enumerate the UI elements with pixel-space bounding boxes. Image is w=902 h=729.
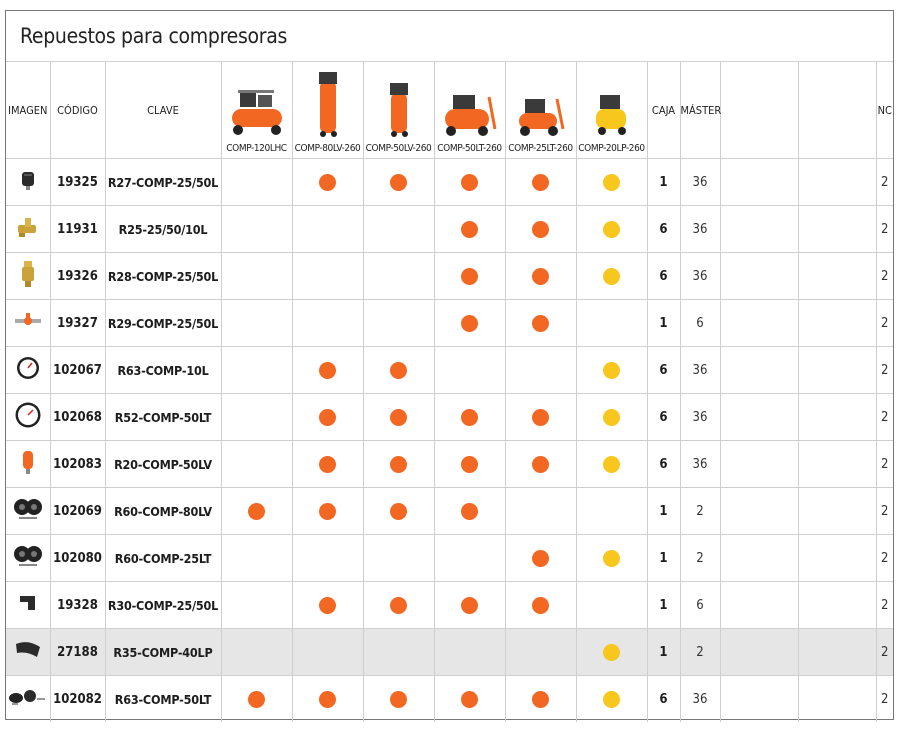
orange-dot-icon [461,456,478,473]
header-master: MÁSTER [680,62,720,159]
empty-cell-2 [798,535,876,582]
wheels-icon [6,543,50,573]
table-row [6,253,893,300]
header-model-4 [434,62,505,159]
orange-dot-icon [532,409,549,426]
empty-cell-1 [720,629,798,676]
empty-cell-2 [798,206,876,253]
pressure-gauge-large-icon [6,401,50,433]
clave-cell: R25-25/50/10L [105,206,221,253]
compat-cell-4 [434,535,505,582]
compat-cell-3 [363,488,434,535]
compat-cell-3 [363,629,434,676]
orange-dot-icon [461,409,478,426]
orange-dot-icon [532,456,549,473]
compat-cell-4 [434,300,505,347]
master-cell: 6 [680,582,720,629]
compat-cell-4 [434,253,505,300]
codigo-cell: 102067 [50,347,105,394]
compat-cell-6 [576,206,647,253]
row-image-cell [6,535,50,582]
orange-dot-icon [461,221,478,238]
master-cell: 36 [680,253,720,300]
orange-dot-icon [248,691,265,708]
master-cell: 2 [680,629,720,676]
header-nc: NC [876,62,893,159]
compat-cell-3 [363,441,434,488]
clave-cell: R60-COMP-80LV [105,488,221,535]
nc-cell: 2 [876,300,893,347]
yellow-compressor-icon [590,91,634,137]
compat-cell-1 [221,676,292,723]
nc-cell: 2 [876,676,893,723]
model-label: COMP-25LT-260 [508,143,573,154]
table-row [6,159,893,206]
row-image-cell [6,488,50,535]
nc-cell: 2 [876,488,893,535]
compat-cell-1 [221,629,292,676]
compat-cell-5 [505,629,576,676]
compat-cell-4 [434,582,505,629]
compat-cell-2 [292,206,363,253]
orange-dot-icon [532,174,549,191]
compat-cell-5 [505,206,576,253]
clave-cell: R28-COMP-25/50L [105,253,221,300]
table-row [6,629,893,676]
nc-cell: 2 [876,206,893,253]
master-cell: 36 [680,206,720,253]
handle-grip-icon [6,639,50,665]
master-cell: 36 [680,159,720,206]
orange-dot-icon [390,174,407,191]
orange-dot-icon [461,174,478,191]
master-cell: 36 [680,394,720,441]
compat-cell-6 [576,441,647,488]
row-image-cell [6,582,50,629]
orange-dot-icon [319,409,336,426]
empty-cell-1 [720,441,798,488]
compat-cell-3 [363,676,434,723]
header-model-6 [576,62,647,159]
table-row [6,676,893,723]
title-bar [6,11,893,62]
wheeled-compressor-icon [513,93,569,137]
orange-dot-icon [532,691,549,708]
orange-dot-icon [532,550,549,567]
codigo-cell: 102069 [50,488,105,535]
codigo-cell: 11931 [50,206,105,253]
drain-valve-icon [6,312,50,334]
orange-dot-icon [461,597,478,614]
compat-cell-4 [434,394,505,441]
compat-cell-6 [576,347,647,394]
empty-cell-2 [798,347,876,394]
yellow-dot-icon [603,456,620,473]
empty-cell-2 [798,159,876,206]
rubber-feet-icon [6,686,50,712]
compat-cell-4 [434,347,505,394]
codigo-cell: 27188 [50,629,105,676]
parts-table-frame [5,10,894,720]
compat-cell-1 [221,441,292,488]
codigo-cell: 102082 [50,676,105,723]
header-model-5 [505,62,576,159]
yellow-dot-icon [603,174,620,191]
compat-cell-5 [505,394,576,441]
empty-cell-1 [720,253,798,300]
clave-cell: R52-COMP-50LT [105,394,221,441]
vertical-compressor-icon [384,81,414,137]
compat-cell-1 [221,159,292,206]
table-row [6,206,893,253]
compat-cell-6 [576,300,647,347]
compat-cell-2 [292,629,363,676]
orange-dot-icon [461,691,478,708]
table-row [6,535,893,582]
empty-cell-1 [720,300,798,347]
empty-cell-2 [798,253,876,300]
compat-cell-4 [434,441,505,488]
clave-cell: R63-COMP-50LT [105,676,221,723]
compat-cell-5 [505,300,576,347]
orange-dot-icon [319,691,336,708]
compat-cell-6 [576,582,647,629]
header-row [6,62,893,159]
caja-cell: 1 [647,582,680,629]
codigo-cell: 19326 [50,253,105,300]
row-image-cell [6,159,50,206]
yellow-dot-icon [603,691,620,708]
orange-dot-icon [532,221,549,238]
empty-cell-1 [720,535,798,582]
caja-cell: 6 [647,206,680,253]
compat-cell-3 [363,582,434,629]
wheels-icon [6,496,50,526]
compat-cell-3 [363,253,434,300]
nc-cell: 2 [876,159,893,206]
master-cell: 36 [680,347,720,394]
empty-cell-1 [720,582,798,629]
compat-cell-3 [363,159,434,206]
orange-dot-icon [319,362,336,379]
header-clave: CLAVE [105,62,221,159]
compat-cell-4 [434,488,505,535]
caja-cell: 6 [647,253,680,300]
compat-cell-2 [292,676,363,723]
header-imagen: IMAGEN [6,62,50,159]
compat-cell-3 [363,206,434,253]
nc-cell: 2 [876,535,893,582]
compat-cell-5 [505,535,576,582]
compat-cell-4 [434,206,505,253]
caja-cell: 1 [647,629,680,676]
caja-cell: 1 [647,535,680,582]
orange-dot-icon [532,268,549,285]
compat-cell-2 [292,347,363,394]
codigo-cell: 102080 [50,535,105,582]
clave-cell: R20-COMP-50LV [105,441,221,488]
air-filter-icon [6,169,50,195]
compat-cell-5 [505,441,576,488]
empty-cell-2 [798,582,876,629]
codigo-cell: 102068 [50,394,105,441]
black-cover-icon [6,592,50,618]
compat-cell-4 [434,629,505,676]
nc-cell: 2 [876,441,893,488]
yellow-dot-icon [603,362,620,379]
page-title: Repuestos para compresoras [20,24,288,48]
parts-table [6,61,893,722]
orange-dot-icon [390,362,407,379]
orange-dot-icon [248,503,265,520]
compat-cell-2 [292,300,363,347]
compat-cell-1 [221,300,292,347]
clave-cell: R63-COMP-10L [105,347,221,394]
model-label: COMP-20LP-260 [578,143,645,154]
compat-cell-6 [576,394,647,441]
orange-dot-icon [319,174,336,191]
yellow-dot-icon [603,221,620,238]
nc-cell: 2 [876,582,893,629]
compat-cell-4 [434,676,505,723]
table-row [6,441,893,488]
compat-cell-1 [221,535,292,582]
orange-dot-icon [390,503,407,520]
nc-cell: 2 [876,253,893,300]
clave-cell: R29-COMP-25/50L [105,300,221,347]
caja-cell: 6 [647,441,680,488]
compat-cell-5 [505,582,576,629]
codigo-cell: 19328 [50,582,105,629]
compat-cell-3 [363,535,434,582]
compat-cell-5 [505,488,576,535]
row-image-cell [6,253,50,300]
compat-cell-2 [292,253,363,300]
nc-cell: 2 [876,629,893,676]
clave-cell: R30-COMP-25/50L [105,582,221,629]
row-image-cell [6,394,50,441]
compat-cell-2 [292,582,363,629]
master-cell: 36 [680,676,720,723]
compat-cell-2 [292,159,363,206]
pressure-gauge-icon [6,355,50,385]
compat-cell-6 [576,629,647,676]
table-body [6,159,893,723]
compat-cell-2 [292,394,363,441]
orange-filter-icon [6,448,50,480]
orange-dot-icon [461,315,478,332]
codigo-cell: 19327 [50,300,105,347]
compat-cell-2 [292,535,363,582]
compat-cell-3 [363,394,434,441]
empty-cell-2 [798,300,876,347]
empty-cell-2 [798,629,876,676]
model-label: COMP-80LV-260 [294,143,361,154]
compat-cell-1 [221,582,292,629]
caja-cell: 1 [647,488,680,535]
header-codigo: CÓDIGO [50,62,105,159]
empty-cell-1 [720,206,798,253]
master-cell: 36 [680,441,720,488]
compat-cell-6 [576,159,647,206]
orange-dot-icon [390,409,407,426]
header-model-2 [292,62,363,159]
row-image-cell [6,347,50,394]
caja-cell: 1 [647,159,680,206]
nc-cell: 2 [876,347,893,394]
table-row [6,300,893,347]
compat-cell-6 [576,253,647,300]
clave-cell: R60-COMP-25LT [105,535,221,582]
nc-cell: 2 [876,394,893,441]
compat-cell-5 [505,347,576,394]
orange-dot-icon [461,503,478,520]
caja-cell: 6 [647,394,680,441]
compat-cell-1 [221,253,292,300]
compat-cell-6 [576,676,647,723]
yellow-dot-icon [603,409,620,426]
row-image-cell [6,629,50,676]
model-label: COMP-50LT-260 [437,143,502,154]
orange-dot-icon [319,597,336,614]
compat-cell-5 [505,676,576,723]
row-image-cell [6,676,50,723]
model-label: COMP-120LHC [226,143,287,154]
header-empty-1 [720,62,798,159]
compat-cell-1 [221,206,292,253]
caja-cell: 6 [647,347,680,394]
compat-cell-1 [221,394,292,441]
brass-check-valve-icon [6,259,50,293]
compat-cell-6 [576,535,647,582]
clave-cell: R27-COMP-25/50L [105,159,221,206]
empty-cell-1 [720,159,798,206]
master-cell: 2 [680,535,720,582]
caja-cell: 1 [647,300,680,347]
compat-cell-1 [221,488,292,535]
row-image-cell [6,300,50,347]
row-image-cell [6,206,50,253]
wheeled-compressor-icon [439,89,501,137]
compat-cell-2 [292,441,363,488]
orange-dot-icon [319,456,336,473]
compat-cell-3 [363,347,434,394]
compat-cell-5 [505,253,576,300]
empty-cell-2 [798,676,876,723]
codigo-cell: 102083 [50,441,105,488]
row-image-cell [6,441,50,488]
yellow-dot-icon [603,268,620,285]
header-caja: CAJA [647,62,680,159]
empty-cell-1 [720,676,798,723]
compat-cell-6 [576,488,647,535]
orange-dot-icon [390,456,407,473]
codigo-cell: 19325 [50,159,105,206]
empty-cell-1 [720,394,798,441]
clave-cell: R35-COMP-40LP [105,629,221,676]
empty-cell-2 [798,488,876,535]
compat-cell-3 [363,300,434,347]
empty-cell-1 [720,347,798,394]
empty-cell-2 [798,441,876,488]
table-row [6,347,893,394]
orange-dot-icon [532,315,549,332]
empty-cell-2 [798,394,876,441]
orange-dot-icon [461,268,478,285]
horizontal-compressor-icon [226,87,288,137]
brass-valve-icon [6,215,50,243]
master-cell: 2 [680,488,720,535]
caja-cell: 6 [647,676,680,723]
table-row [6,488,893,535]
header-empty-2 [798,62,876,159]
compat-cell-2 [292,488,363,535]
vertical-compressor-icon [313,71,343,137]
header-model-1 [221,62,292,159]
table-row [6,582,893,629]
model-label: COMP-50LV-260 [365,143,432,154]
compat-cell-5 [505,159,576,206]
master-cell: 6 [680,300,720,347]
yellow-dot-icon [603,550,620,567]
orange-dot-icon [390,597,407,614]
yellow-dot-icon [603,644,620,661]
table-row [6,394,893,441]
orange-dot-icon [390,691,407,708]
compat-cell-1 [221,347,292,394]
empty-cell-1 [720,488,798,535]
header-model-3 [363,62,434,159]
orange-dot-icon [319,503,336,520]
orange-dot-icon [532,597,549,614]
compat-cell-4 [434,159,505,206]
